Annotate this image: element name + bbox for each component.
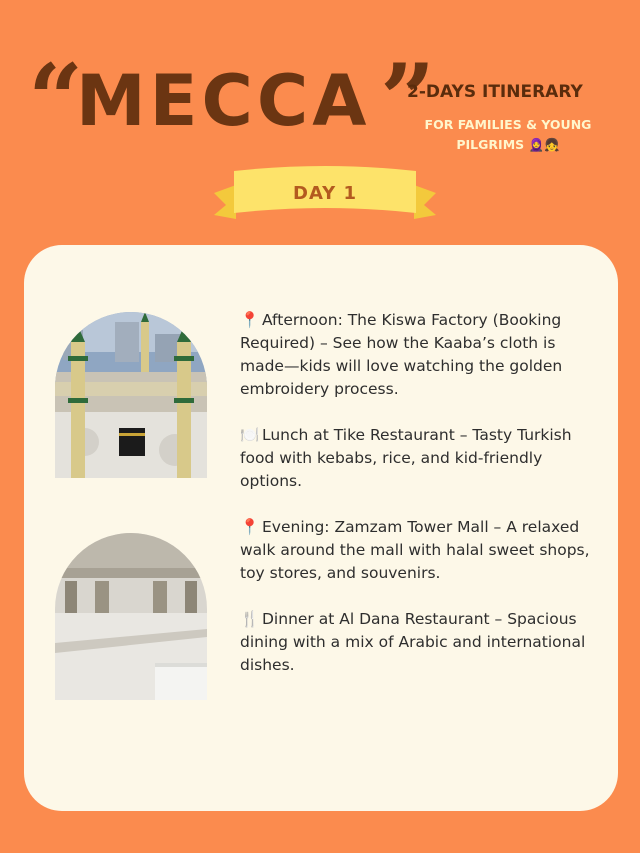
itinerary-list <box>240 309 590 700</box>
item-text: Afternoon: The Kiswa Factory (Booking Required) – See how the Kaaba’s cloth is made—kids will love watching the golden embroidery process. <box>240 311 563 398</box>
mall-interior-photo <box>55 533 207 700</box>
itinerary-card <box>24 245 618 811</box>
itinerary-subtitle: 2-DAYS ITINERARY <box>407 82 583 102</box>
day-ribbon <box>214 163 436 225</box>
plate-cutlery-icon: 🍽️ <box>240 426 260 444</box>
close-quote: ” <box>380 43 436 156</box>
page-title: MECCA <box>76 60 371 142</box>
list-item <box>240 309 590 401</box>
audience-label: FOR FAMILIES & YOUNG PILGRIMS 🧕👧 <box>424 117 592 152</box>
list-item <box>240 608 590 677</box>
fork-knife-icon: 🍴 <box>240 610 260 628</box>
day-label: DAY 1 <box>293 183 357 204</box>
list-item <box>240 516 590 585</box>
open-quote: “ <box>28 43 84 156</box>
item-text: Lunch at Tike Restaurant – Tasty Turkish food with kebabs, rice, and kid-friendly options. <box>240 426 572 490</box>
title-block <box>28 43 436 156</box>
kaaba-photo <box>55 312 207 478</box>
item-text: Evening: Zamzam Tower Mall – A relaxed walk around the mall with halal sweet shops, toy stores, and souvenirs. <box>240 518 590 582</box>
location-pin-icon: 📍 <box>240 311 260 329</box>
item-text: Dinner at Al Dana Restaurant – Spacious dining with a mix of Arabic and international dishes. <box>240 610 586 674</box>
location-pin-icon: 📍 <box>240 518 260 536</box>
list-item <box>240 424 590 493</box>
